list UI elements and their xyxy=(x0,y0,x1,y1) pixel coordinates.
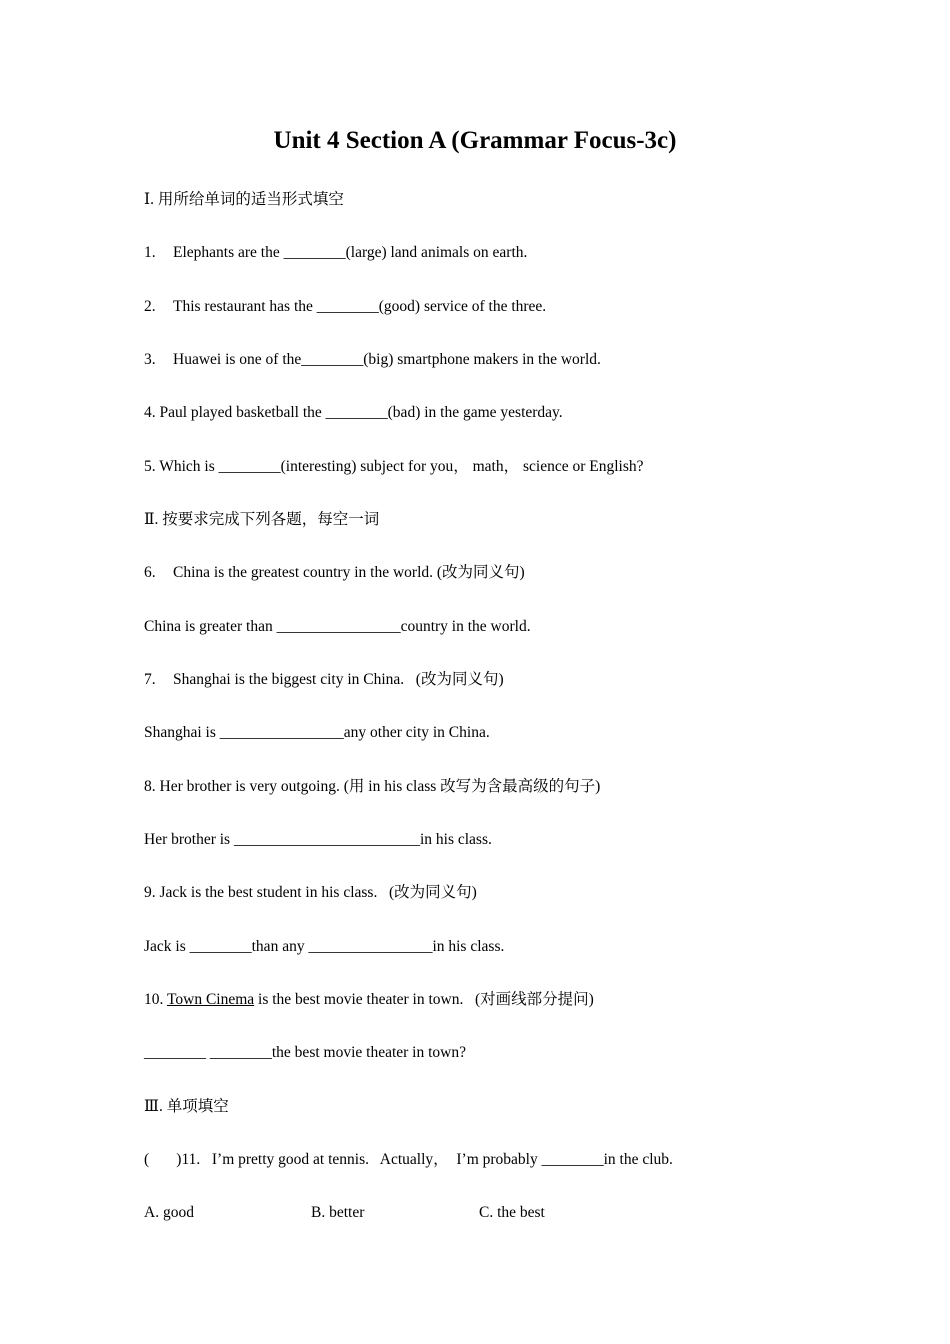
question-6-answer-line: China is greater than ________________country in the world. xyxy=(144,618,531,635)
question-number: 10. xyxy=(144,991,167,1008)
question-7-answer-line: Shanghai is ________________any other city in China. xyxy=(144,724,490,741)
question-8: 8. Her brother is very outgoing. (用 in his class 改写为含最高级的句子) xyxy=(144,778,601,795)
question-text: China is the greatest country in the world. (改为同义句) xyxy=(173,564,525,581)
option-a: A. good xyxy=(144,1204,194,1221)
question-text: Huawei is one of the________(big) smartphone makers in the world. xyxy=(173,351,601,368)
question-number: 2. xyxy=(144,298,156,315)
question-number: 6. xyxy=(144,564,156,581)
question-text: Shanghai is the biggest city in China. (改为同义句) xyxy=(173,671,504,688)
question-9: 9. Jack is the best student in his class. (改为同义句) xyxy=(144,884,477,901)
question-number: 3. xyxy=(144,351,156,368)
underlined-phrase: Town Cinema xyxy=(166,991,255,1008)
section-2-heading: Ⅱ. 按要求完成下列各题，每空一词 xyxy=(144,511,380,528)
question-5: 5. Which is ________(interesting) subject for you， math， science or English? xyxy=(144,458,644,475)
section-1-heading: Ⅰ. 用所给单词的适当形式填空 xyxy=(144,191,344,208)
question-9-answer-line: Jack is ________than any ________________in his class. xyxy=(144,938,505,955)
question-10 xyxy=(144,989,594,1011)
question-4: 4. Paul played basketball the ________(bad) in the game yesterday. xyxy=(144,404,563,421)
question-3 xyxy=(144,349,601,371)
option-c: C. the best xyxy=(479,1204,545,1221)
question-7 xyxy=(144,669,504,691)
question-text: Elephants are the ________(large) land animals on earth. xyxy=(173,244,528,261)
option-b: B. better xyxy=(311,1204,365,1221)
question-number: 1. xyxy=(144,244,156,261)
question-2 xyxy=(144,296,546,318)
question-11: ( )11. I’m pretty good at tennis. Actually， I’m probably ________in the club. xyxy=(144,1151,673,1168)
question-text: is the best movie theater in town. (对画线部分提问) xyxy=(254,991,594,1008)
question-text: This restaurant has the ________(good) service of the three. xyxy=(173,298,547,315)
question-6 xyxy=(144,562,525,584)
question-10-answer-line: ________ ________the best movie theater in town? xyxy=(144,1044,466,1061)
question-8-answer-line: Her brother is ________________________in his class. xyxy=(144,831,492,848)
page-title: Unit 4 Section A (Grammar Focus-3c) xyxy=(273,127,677,154)
question-number: 7. xyxy=(144,671,156,688)
section-3-heading: Ⅲ. 单项填空 xyxy=(144,1098,229,1115)
question-1 xyxy=(144,242,527,264)
